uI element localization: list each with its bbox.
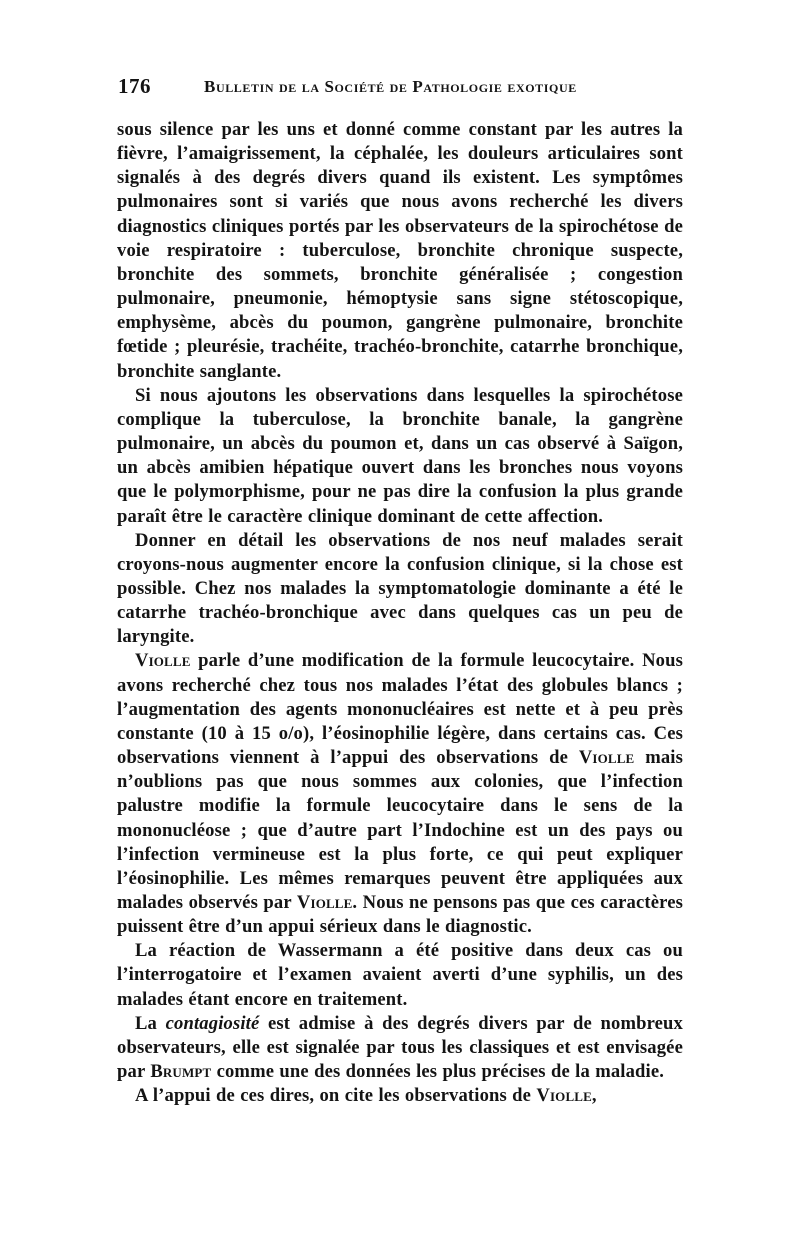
paragraph-5: [117, 939, 683, 1011]
paragraph-text: sous silence par les uns et donné comme constant par les autres la fièvre, l’amaigrissement, la céphalée, les douleurs articulaires sont signalés à des degrés divers quand ils existent. Les symptômes pulmonaires sont si variés que nous avons recherché les divers diagnostics cliniques portés par les observateurs de la spirochétose de voie respiratoire : tuberculose, bronchite chronique suspecte, bronchite des sommets, bronchite généralisée ; congestion pulmonaire, pneumonie, hémoptysie sans signe stétoscopique, emphysème, abcès du poumon, gangrène pulmonaire, bronchite fœtide ; pleurésie, trachéite, trachéo-bronchite, catarrhe bronchique, bronchite sanglante.: [117, 119, 683, 382]
paragraph-text: A l’appui de ces dires, on cite les observations de: [135, 1085, 537, 1107]
author-name: Violle: [536, 1085, 592, 1107]
paragraph-4: [117, 649, 683, 939]
paragraph-3: [117, 529, 683, 650]
running-title: Bulletin de la Société de Pathologie exotique: [204, 77, 577, 96]
body-text: [117, 118, 683, 1108]
page-header: [118, 74, 680, 104]
paragraph-6: [117, 1012, 683, 1084]
page-number: 176: [118, 74, 151, 98]
paragraph-1: [117, 118, 683, 384]
paragraph-text: est admise à des degrés divers par de nombreux observateurs, elle est signalée par tous les classiques et est envisagée par: [117, 1012, 683, 1083]
paragraph-text: Si nous ajoutons les observations dans lesquelles la spirochétose complique la tuberculose, la bronchite banale, la gangrène pulmonaire, un abcès du poumon et, dans un cas observé à Saïgon, un abcès amibien hépatique ouvert dans les bronches nous voyons que le polymorphisme, pour ne pas dire la confusion la plus grande paraît être le caractère clinique dominant de cette affection.: [117, 384, 683, 527]
paragraph-text: . Nous ne pensons pas que ces caractères puissent être d’un appui sérieux dans le diagnostic.: [117, 892, 683, 938]
paragraph-text: parle d’une modification de la formule leucocytaire. Nous avons recherché chez tous nos malades l’état des globules blancs ; l’augmentation des agents mononucléaires est nette et à peu près constante (10 à 15 o/o), l’éosinophilie légère, dans certains cas. Ces observations viennent à l’appui des observations de: [117, 650, 683, 769]
author-name: Violle: [296, 892, 353, 913]
paragraph-text: ,: [591, 1085, 597, 1107]
author-name: Brumpt: [150, 1061, 212, 1083]
paragraph-7: [117, 1084, 683, 1108]
paragraph-text: mais n’oublions pas que nous sommes aux colonies, que l’infection palustre modifie la formule leucocytaire dans le sens de la mononucléose ; que d’autre part l’Indochine est un des pays ou l’infection vermineuse est la plus forte, ce qui peut expliquer l’éosinophilie. Les mêmes remarques peuvent être appliquées aux malades observés par: [117, 747, 683, 913]
paragraph-2: [117, 384, 683, 529]
italic-term: contagiosité: [165, 1012, 260, 1034]
paragraph-text: Donner en détail les observations de nos neuf malades serait croyons-nous augmenter encore la confusion clinique, si la chose est possible. Chez nos malades la symptomatologie dominante a été le catarrhe trachéo-bronchique avec dans quelques cas un peu de laryngite.: [117, 529, 683, 648]
author-name: Violle: [135, 650, 191, 672]
author-name: Violle: [578, 747, 635, 769]
paragraph-text: comme une des données les plus précises de la maladie.: [211, 1061, 665, 1083]
paragraph-text: La: [135, 1012, 166, 1034]
paragraph-text: La réaction de Wassermann a été positive dans deux cas ou l’interrogatoire et l’examen avaient averti d’une syphilis, un des malades étant encore en traitement.: [117, 940, 683, 1010]
